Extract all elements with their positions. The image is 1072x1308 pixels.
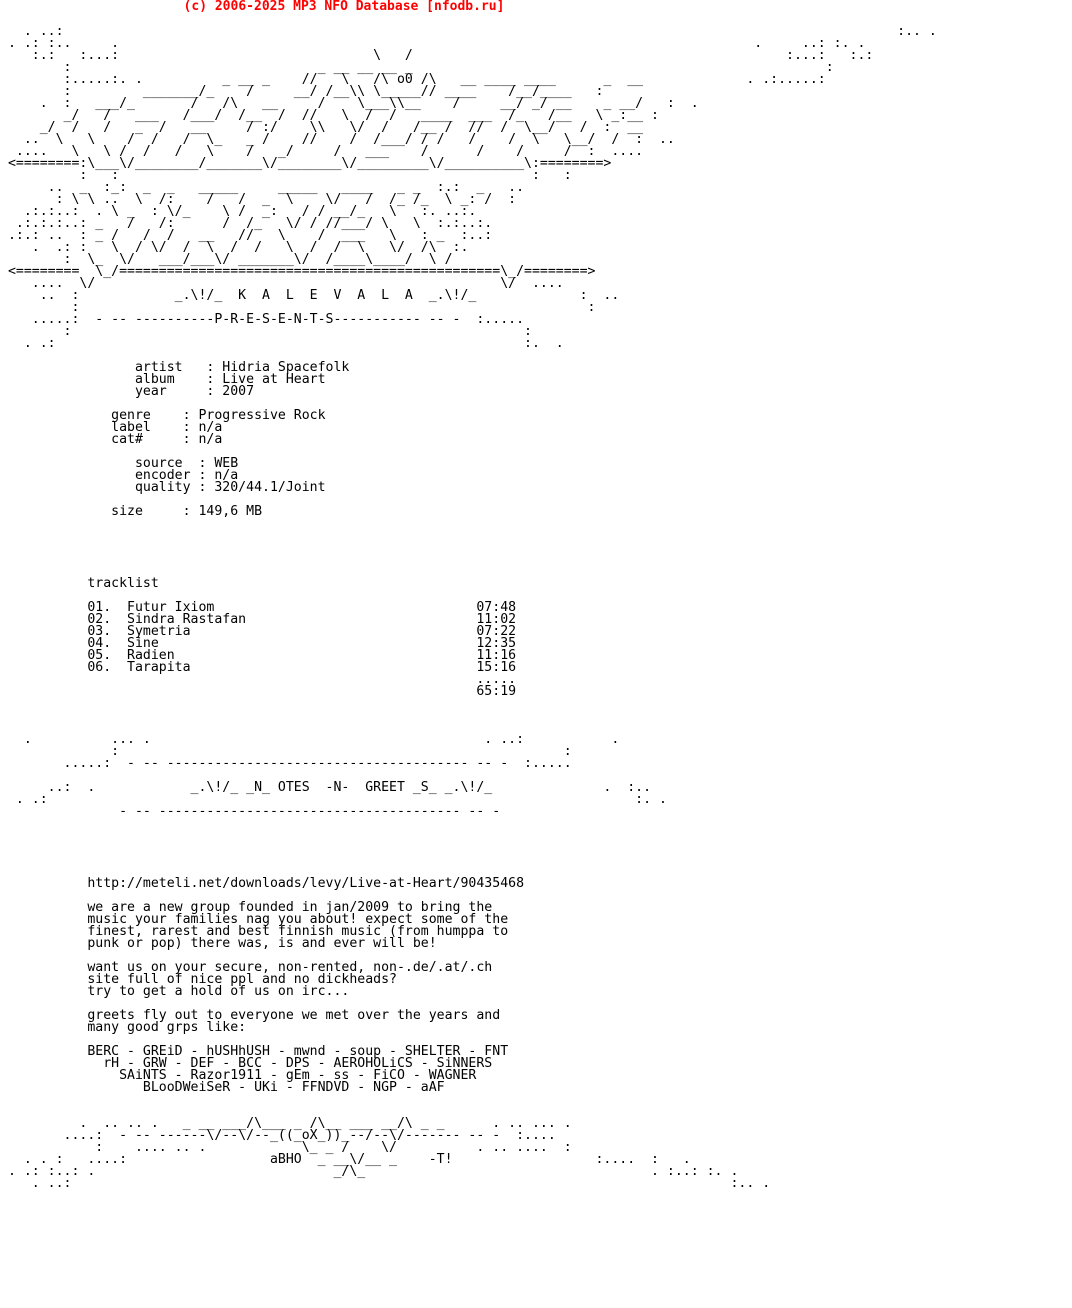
nfodb-credit-header: (c) 2006-2025 MP3 NFO Database [nfodb.ru] [183,0,505,14]
nfo-ascii-text: . ..: :.. . . .: :.. . . ..: :. . :.: :...: \ / :...: :.: : _ __ __ __ _ : :.....:. . _ __ _ // \ /\ o0 /\ __ ____ ____ _ __ . .:.....: : _______/_ / __/ /__\\ \_____// ____ /__/____ : . : ___/_ / /\ __ / \___\\__ / __/ _/ __ _ __/ : . _/ / ___ /___/ /__ / // \ / / ____ ___ /_ /__ \ _:__ : _/ / / _ / __ / :/ \\ \/ / /__ / // / \__/ / : __ .. \ \ / / / \_ _ / // / /___/ / / / / \ \__/ / : .. .... \ \ / / / \ / _/ / ___ / / / / : .... <========:\___\/________/_______\/________\/_________\/__________\:========> : : : : .. _ :_: _ _ _____ _____ ____ _ _ :.: _ .. : \ \ .. \ /: / / _ \ \/ / /_ /_ \ _: / : .:.:..: . \ _ : \/_ \ / _: / / __/_ \ :. ..:. .:.:.:..: _ / /: / /_ \/ / //___/ \ \ :.:..:. .:.: .. : _ / / / __ // \ / ___ \ : _ :..: . .: : \ / \/ / \ / / \ / / \ \/ /\ :. : \_ \/ ___/___\/ _______\/ /____\____/ \ / <======== \_/================================================\_/========> .... \/ \/ .... .. : _.\!/_ K A L E V A L A _.\!/_ : .. : : .....: - -- ----------P-R-E-S-E-N-T-S----------- -- - :..... : : . .: :. . artist : Hidria Spacefolk album : Live at Heart year : 2007 genre : Progressive Rock label : n/a cat# : n/a source : WEB encoder : n/a quality : 320/44.1/Joint size : 149,6 MB tracklist 01. Futur Ixiom 07:48 02. Sindra Rastafan 11:02 03. Symetria 07:22 04. Sine 12:35 05. Radien 11:16 06. Tarapita 15:16 ..... 65:19 . ... . . ..: . : : .....: - -- -------------------------------------- -- - :..... ..: . _.\!/_ _N_ OTES -N- GREET _S_ _.\!/_ . :.. . .: :. . - -- -------------------------------------- -- - http://meteli.net/downloads/levy/Live-at-Heart/90435468 we are a new group founded in jan/2009 to bring the music your families nag you about! expect some of the finest, rarest and best finnish music (from humppa to punk or pop) there was, is and ever will be! want us on your secure, non-rented, non-.de/.at/.ch site full of nice ppl and no dickheads? try to get a hold of us on irc... greets fly out to everyone we met over the years and many good grps like: BERC - GREiD - hUSHhUSH - mwnd - soup - SHELTER - FNT rH - GRW - DEF - BCC - DPS - AEROHOLiCS - SiNNERS SAiNTS - Razor1911 - gEm - ss - FiCO - WAGNER BLooDWeiSeR - UKi - FFNDVD - NGP - aAF . .. .. . _ __ ___/\___ _ /\__ ___ __/\ _ _ . .. ... . ....: - -- ------\/--\/--_((_oX_))_--/--\/------- -- - :.... : .... .. . \_ _ / \/ . .. .... : . . : ....: aBHO _ __\/__ _ -T! :.... : . . .: :..: . _/\_ . :..: :. . . ..: :.. . [7,24,937,1191]
